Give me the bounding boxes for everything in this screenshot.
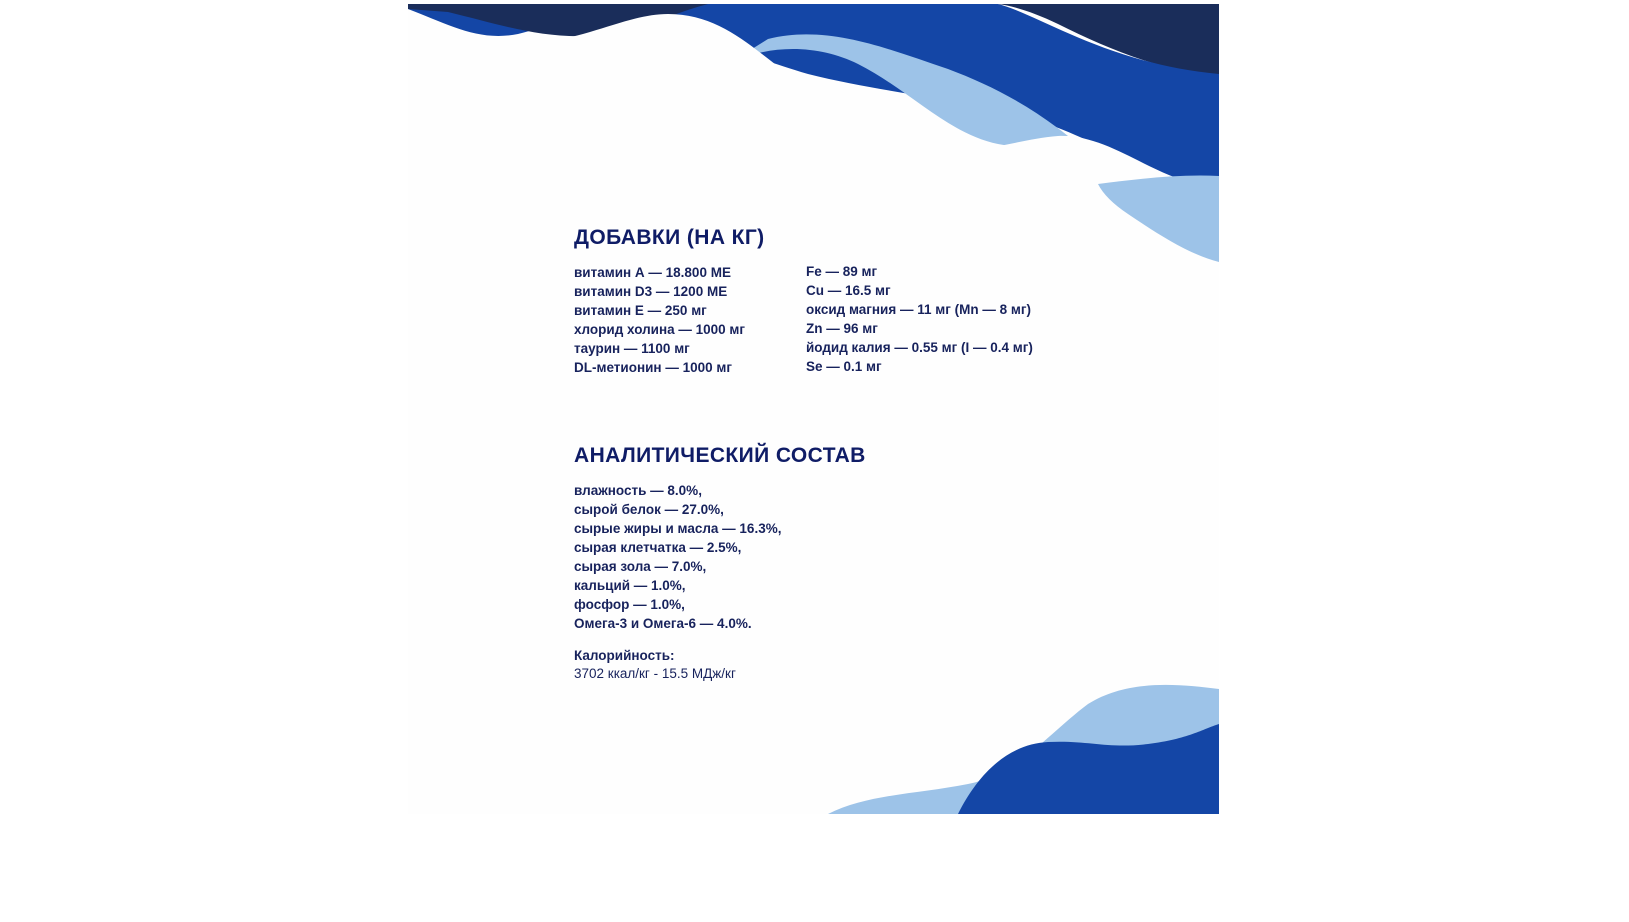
list-item: витамин А — 18.800 МЕ xyxy=(574,265,731,280)
list-item: сырая зола — 7.0%, xyxy=(574,559,707,574)
additives-left-column xyxy=(574,263,745,377)
list-item: хлорид холина — 1000 мг xyxy=(574,322,746,337)
list-item: таурин — 1100 мг xyxy=(574,341,690,356)
wave-right-light xyxy=(1098,176,1219,262)
list-item: фосфор — 1.0%, xyxy=(574,597,685,612)
calorie-label: Калорийность: xyxy=(574,648,675,663)
list-item: Cu — 16.5 мг xyxy=(806,283,891,298)
calorie-value: 3702 ккал/кг - 15.5 МДж/кг xyxy=(574,666,736,681)
list-item: витамин D3 — 1200 МЕ xyxy=(574,284,728,299)
list-item: влажность — 8.0%, xyxy=(574,483,702,498)
list-item: Омега-3 и Омега-6 — 4.0%. xyxy=(574,616,752,631)
list-item: сырые жиры и масла — 16.3%, xyxy=(574,521,782,536)
analytic-list xyxy=(574,481,781,633)
analytic-title: АНАЛИТИЧЕСКИЙ СОСТАВ xyxy=(574,444,866,467)
product-info-card xyxy=(408,4,1219,814)
list-item: DL-метионин — 1000 мг xyxy=(574,360,732,375)
list-item: сырая клетчатка — 2.5%, xyxy=(574,540,742,555)
list-item: Zn — 96 мг xyxy=(806,321,878,336)
list-item: кальций — 1.0%, xyxy=(574,578,686,593)
additives-title: ДОБАВКИ (НА КГ) xyxy=(574,226,765,249)
list-item: витамин Е — 250 мг xyxy=(574,303,707,318)
list-item: Se — 0.1 мг xyxy=(806,359,882,374)
additives-right-column xyxy=(806,262,1033,376)
list-item: сырой белок — 27.0%, xyxy=(574,502,724,517)
list-item: Fe — 89 мг xyxy=(806,264,878,279)
list-item: оксид магния — 11 мг (Mn — 8 мг) xyxy=(806,302,1031,317)
wave-decoration xyxy=(408,4,1219,814)
list-item: йодид калия — 0.55 мг (I — 0.4 мг) xyxy=(806,340,1033,355)
